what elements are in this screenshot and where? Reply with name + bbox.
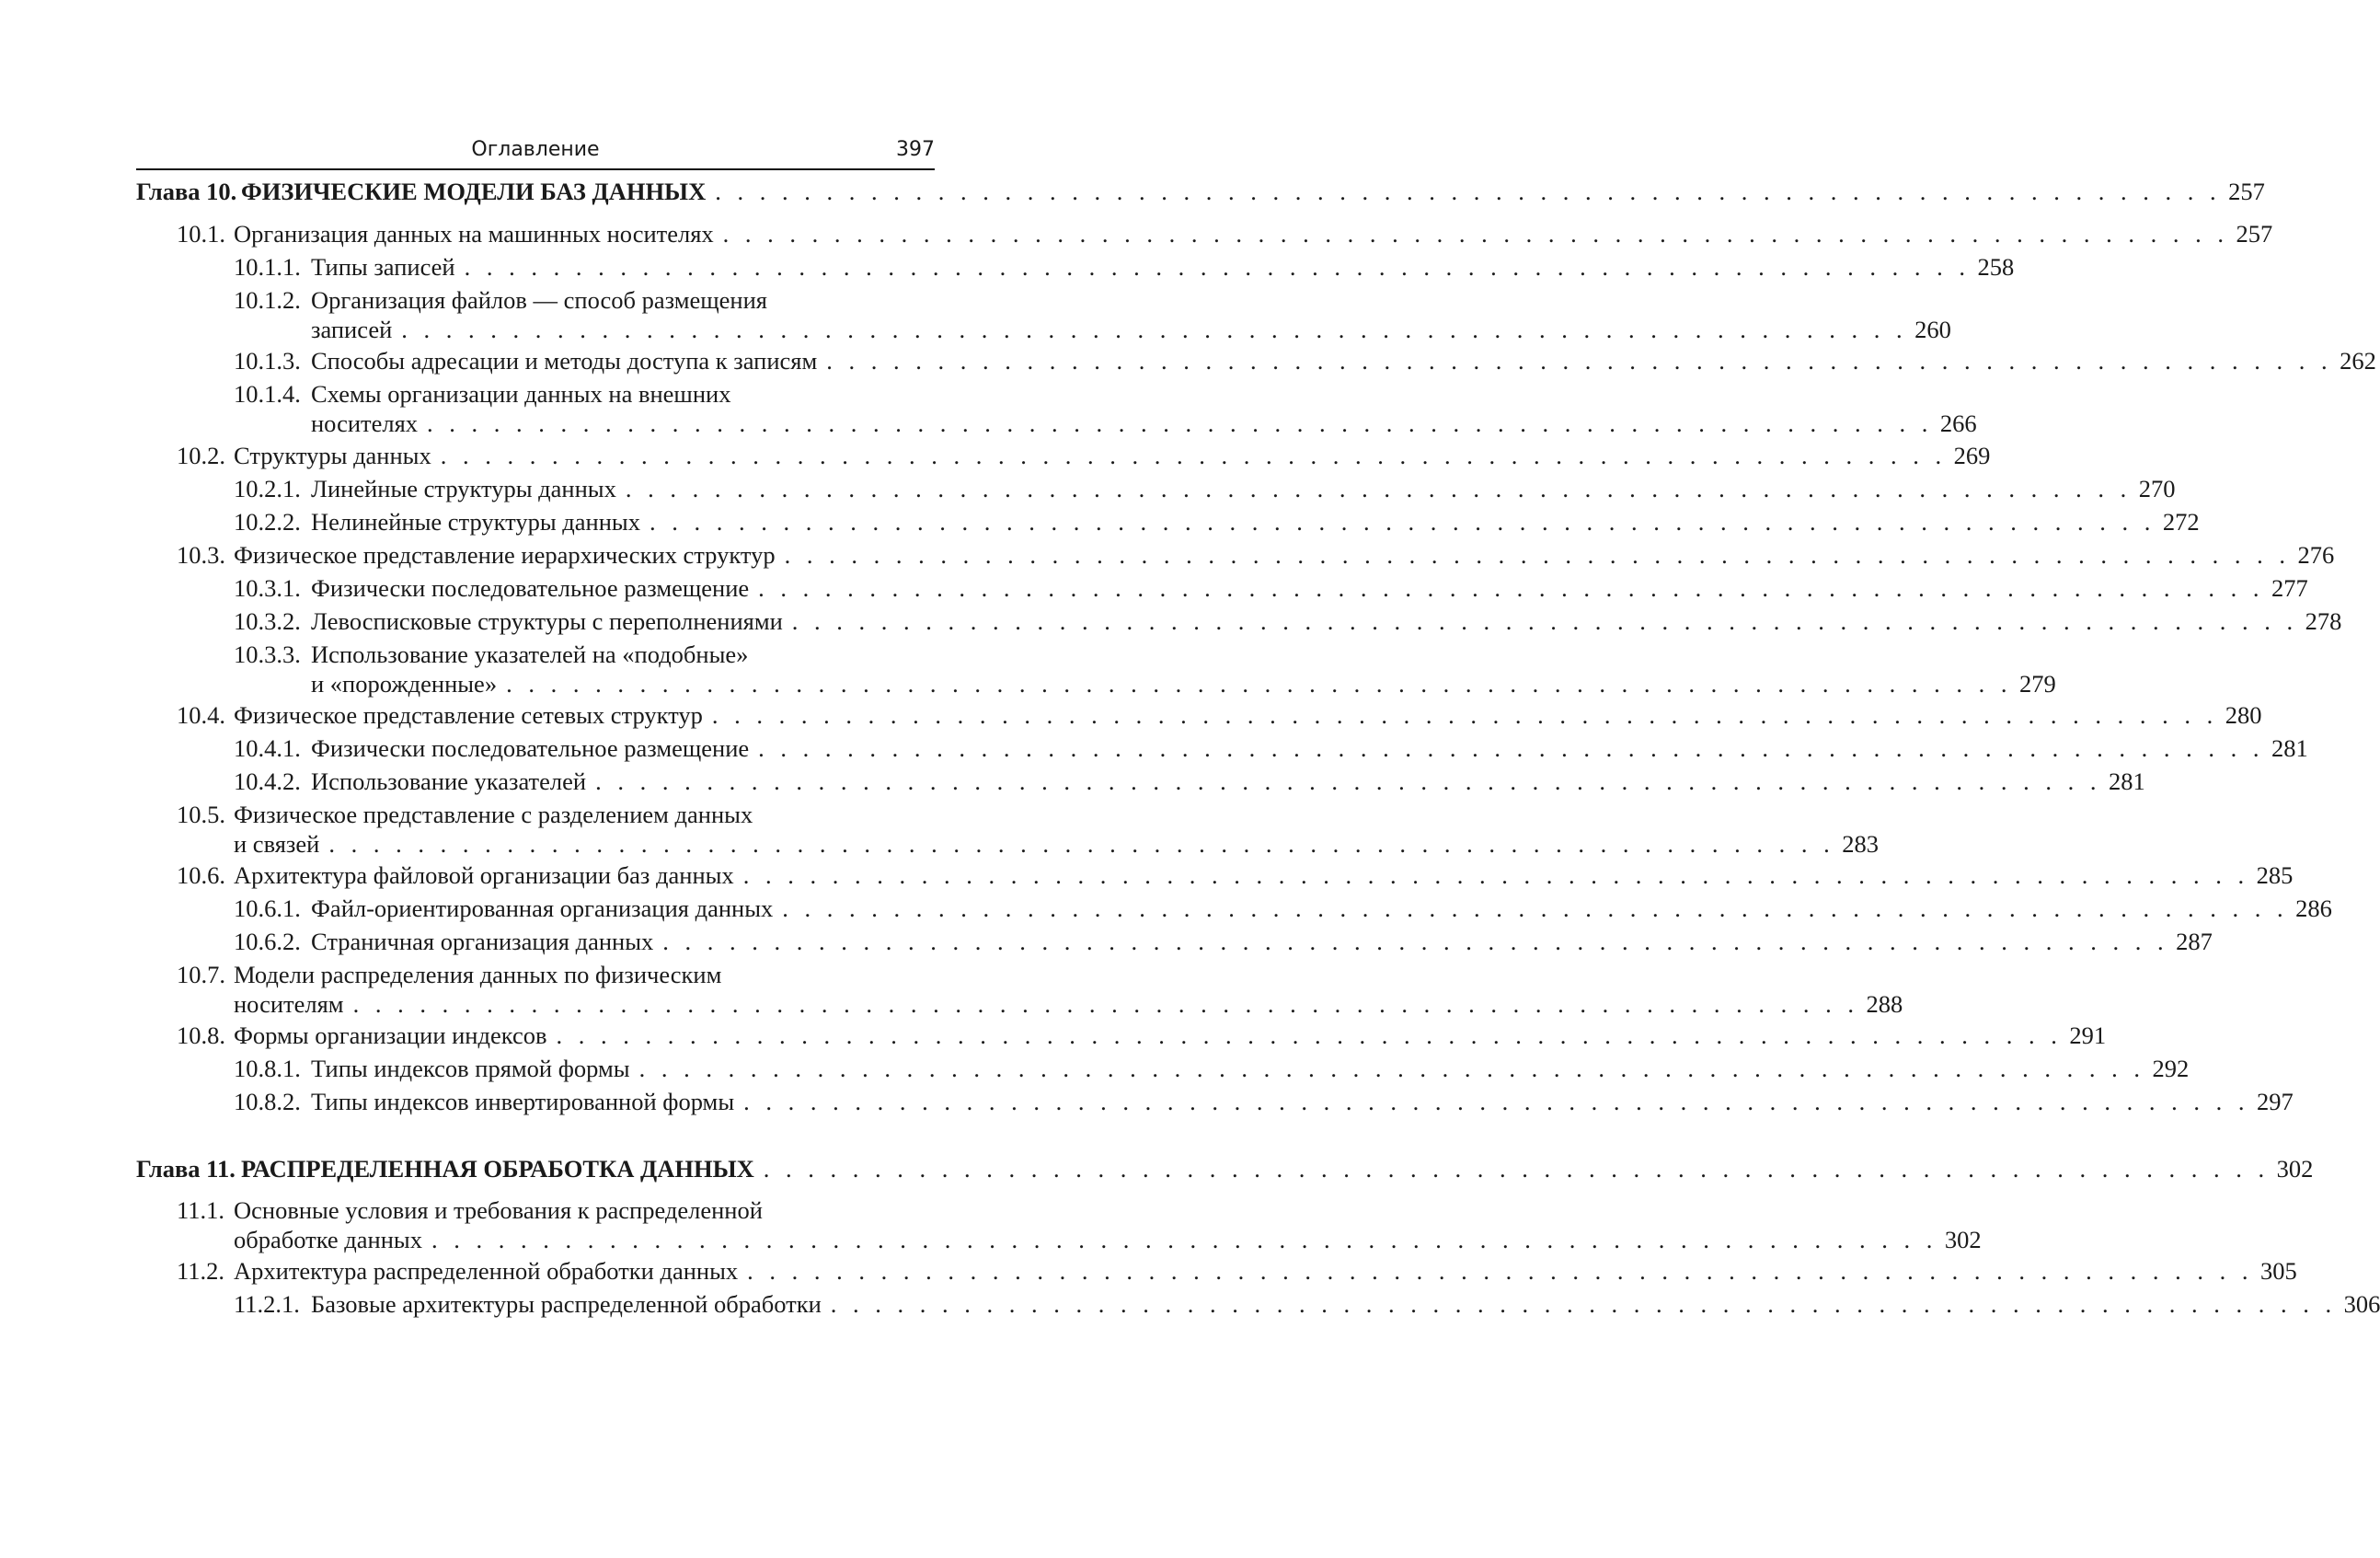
toc-entry-fill — [234, 860, 2294, 890]
toc-entry[interactable] — [136, 219, 2273, 248]
toc-entry-title: записей — [311, 316, 393, 343]
toc-entry-line — [136, 700, 2262, 730]
toc-entry-number: 10.4.2. — [234, 767, 301, 795]
toc-entry-line — [136, 1195, 935, 1225]
toc-entry-title: Физическое представление с разделением данных — [234, 801, 753, 828]
toc-entry-page: 291 — [2069, 1021, 2107, 1049]
toc-entry-page: 279 — [2018, 670, 2056, 698]
toc-entry[interactable] — [136, 1289, 2380, 1319]
toc-entry-fill — [234, 1225, 1982, 1254]
toc-entry-line — [136, 507, 2200, 537]
toc-entry-number: 10.4.1. — [234, 734, 301, 762]
toc-entry-page: 278 — [2305, 607, 2342, 635]
toc-entry-title: носителях — [311, 410, 419, 437]
toc-entry[interactable] — [136, 960, 1903, 1019]
toc-entry[interactable] — [136, 1021, 2107, 1050]
toc-entry-title: Линейные структуры данных — [311, 475, 616, 502]
toc-entry-fill — [241, 1154, 2314, 1183]
toc-entry-fill — [311, 1054, 2190, 1083]
dot-leader: . . . . . . . . . . . . . . . . . . . . . . . . . . . . . . . . . . . . . . . . . . . . . . . . . . . . . . . . . . . . . . . . . . . . — [506, 670, 2012, 698]
toc-entry-fill — [234, 540, 2335, 570]
toc-entry-page: 266 — [1939, 410, 1977, 437]
toc-entry-fill — [234, 441, 1991, 470]
dot-leader: . . . . . . . . . . . . . . . . . . . . . . . . . . . . . . . . . . . . . . . . . . . . . . . . . . . . . . . . . . . . . . . . . . . . — [784, 541, 2291, 569]
toc-entry-title: Нелинейные структуры данных — [311, 508, 640, 536]
toc-entry-fill — [311, 894, 2332, 923]
toc-entry-title: Физически последовательное размещение — [311, 574, 750, 602]
toc-entry-fill — [311, 767, 2145, 796]
toc-entry-number: 10.8.1. — [234, 1055, 301, 1082]
toc-entry[interactable] — [136, 252, 2015, 282]
dot-leader: . . . . . . . . . . . . . . . . . . . . . . . . . . . . . . . . . . . . . . . . . . . . . . . . . . . . . . . . . . . . . . . . . . . . — [625, 475, 2132, 502]
dot-leader: . . . . . . . . . . . . . . . . . . . . . . . . . . . . . . . . . . . . . . . . . . . . . . . . . . . . . . . . . . . . . . . . . . . . — [758, 734, 2265, 762]
toc-entry-line — [136, 927, 2213, 956]
toc-entry-number: 10.1.2. — [234, 286, 301, 314]
toc-entry-page: 270 — [2138, 475, 2176, 502]
toc-entry-line — [136, 379, 935, 409]
toc-entry-line — [136, 346, 2376, 375]
toc-entry-line — [136, 1225, 1982, 1254]
toc-entry-line — [136, 640, 935, 669]
toc-entry[interactable] — [136, 1054, 2190, 1083]
toc-entry-number: 10.2. — [177, 442, 225, 469]
toc-entry-title: РАСПРЕДЕЛЕННАЯ ОБРАБОТКА ДАННЫХ — [241, 1155, 754, 1183]
toc-entry-page: 258 — [1977, 253, 2015, 281]
toc-entry-number: 10.3. — [177, 541, 225, 569]
toc-entry-number: 10.6. — [177, 861, 225, 889]
toc-entry-title: Физически последовательное размещение — [311, 734, 750, 762]
toc-entry[interactable] — [136, 346, 2376, 375]
toc-entry-title: носителям — [234, 990, 344, 1018]
toc-entry-line — [136, 252, 2015, 282]
dot-leader: . . . . . . . . . . . . . . . . . . . . . . . . . . . . . . . . . . . . . . . . . . . . . . . . . . . . . . . . . . . . . . . . . . . . — [431, 1226, 1937, 1253]
toc-entry-fill — [241, 177, 2265, 206]
dot-leader: . . . . . . . . . . . . . . . . . . . . . . . . . . . . . . . . . . . . . . . . . . . . . . . . . . . . . . . . . . . . . . . . . . . . — [352, 990, 1859, 1018]
toc-entry-page: 281 — [2271, 734, 2308, 762]
toc-entry-title: Схемы организации данных на внешних — [311, 380, 731, 408]
toc-entry[interactable] — [136, 441, 1991, 470]
toc-entry-fill — [311, 507, 2200, 537]
toc-entry-title: Файл-ориентированная организация данных — [311, 894, 774, 922]
toc-entry-line — [136, 894, 2332, 923]
toc-entry-page: 283 — [1842, 830, 1879, 858]
running-header — [136, 136, 935, 167]
toc-entry[interactable] — [136, 767, 2145, 796]
toc-entry[interactable] — [136, 573, 2308, 603]
toc-entry-line — [136, 177, 2265, 206]
toc-entry-fill — [311, 606, 2342, 636]
dot-leader: . . . . . . . . . . . . . . . . . . . . . . . . . . . . . . . . . . . . . . . . . . . . . . . . . . . . . . . . . . . . . . . . . . . . — [662, 928, 2169, 955]
toc-entry-fill — [234, 829, 1879, 859]
toc-entry-line — [136, 1289, 2380, 1319]
toc-entry-number: 10.8. — [177, 1021, 225, 1049]
toc-entry[interactable] — [136, 379, 1977, 438]
toc-entry-page: 276 — [2297, 541, 2335, 569]
toc-entry-line — [136, 285, 935, 315]
toc-entry-title: Использование указателей на «подобные» — [311, 641, 749, 668]
toc-entry-fill — [311, 733, 2308, 763]
toc-entry[interactable] — [136, 606, 2342, 636]
toc-entry-number: 10.1.3. — [234, 347, 301, 375]
toc-entry-fill — [311, 252, 2015, 282]
dot-leader: . . . . . . . . . . . . . . . . . . . . . . . . . . . . . . . . . . . . . . . . . . . . . . . . . . . . . . . . . . . . . . . . . . . . — [328, 830, 1835, 858]
toc-entry-number: 11.1. — [177, 1196, 225, 1224]
toc-entry-line — [136, 606, 2342, 636]
toc-entry[interactable] — [136, 640, 2056, 698]
toc-entry-number: 10.1.4. — [234, 380, 301, 408]
toc-entry-number: 10.3.2. — [234, 607, 301, 635]
toc-entry-line — [136, 540, 2335, 570]
toc-entry-fill — [311, 1289, 2380, 1319]
toc-entry-title: Организация файлов — способ размещения — [311, 286, 767, 314]
toc-entry-line — [136, 829, 1879, 859]
dot-leader: . . . . . . . . . . . . . . . . . . . . . . . . . . . . . . . . . . . . . . . . . . . . . . . . . . . . . . . . . . . . . . . . . . . . — [427, 410, 1933, 437]
toc-entry-page: 285 — [2256, 861, 2294, 889]
toc-entry[interactable] — [136, 894, 2332, 923]
toc-entry[interactable] — [136, 285, 1951, 344]
toc-entry-number: 11.2. — [177, 1257, 225, 1285]
toc-entry-title: Физическое представление сетевых структур — [234, 701, 703, 729]
toc-entry-fill — [311, 474, 2176, 503]
dot-leader: . . . . . . . . . . . . . . . . . . . . . . . . . . . . . . . . . . . . . . . . . . . . . . . . . . . . . . . . . . . . . . . . . . . . — [440, 442, 1947, 469]
toc-entry-title: Базовые архитектуры распределенной обработки — [311, 1290, 822, 1318]
toc-entry-page: 260 — [1914, 316, 1951, 343]
toc-entry-line — [136, 219, 2273, 248]
toc-entry-page: 286 — [2295, 894, 2332, 922]
toc-entry-title: Использование указателей — [311, 767, 587, 795]
toc-entry-number: 10.1. — [177, 220, 225, 248]
toc-entry-page: 277 — [2271, 574, 2308, 602]
toc-entry-page: 281 — [2108, 767, 2145, 795]
toc-entry-line — [136, 1256, 2297, 1286]
toc-entry-page: 306 — [2343, 1290, 2380, 1318]
toc-entry-number: 10.3.3. — [234, 641, 301, 668]
toc-entry[interactable] — [136, 474, 2176, 503]
toc-entry-page: 287 — [2176, 928, 2213, 955]
toc-entry-title: Организация данных на машинных носителях — [234, 220, 714, 248]
toc-entry-title: Страничная организация данных — [311, 928, 654, 955]
toc-entry-title: Типы индексов инвертированной формы — [311, 1088, 735, 1115]
toc-entry-title: обработке данных — [234, 1226, 422, 1253]
toc-entry-line — [136, 474, 2176, 503]
toc-entry-number: 10.2.2. — [234, 508, 301, 536]
toc-entry-title: и связей — [234, 830, 320, 858]
toc-entry-line — [136, 1054, 2190, 1083]
dot-leader: . . . . . . . . . . . . . . . . . . . . . . . . . . . . . . . . . . . . . . . . . . . . . . . . . . . . . . . . . . . . . . . . . . . . — [743, 1088, 2250, 1115]
dot-leader: . . . . . . . . . . . . . . . . . . . . . . . . . . . . . . . . . . . . . . . . . . . . . . . . . . . . . . . . . . . . . . . . . . . . — [763, 1155, 2270, 1183]
toc-entry-number: Глава 11. — [136, 1155, 236, 1183]
toc-entry-number: 10.6.2. — [234, 928, 301, 955]
toc-entry-page: 280 — [2225, 701, 2262, 729]
toc-entry-number: 11.2.1. — [234, 1290, 300, 1318]
running-header-page-number: 397 — [896, 138, 935, 161]
toc-entry-title: Физическое представление иерархических структур — [234, 541, 776, 569]
dot-leader: . . . . . . . . . . . . . . . . . . . . . . . . . . . . . . . . . . . . . . . . . . . . . . . . . . . . . . . . . . . . . . . . . . . . — [791, 607, 2298, 635]
dot-leader: . . . . . . . . . . . . . . . . . . . . . . . . . . . . . . . . . . . . . . . . . . . . . . . . . . . . . . . . . . . . . . . . . . . . — [595, 767, 2101, 795]
toc-entry-line — [136, 989, 1903, 1019]
toc-entry-line — [136, 1154, 2314, 1183]
toc-entry[interactable] — [136, 700, 2262, 730]
toc-entry-number: 10.3.1. — [234, 574, 301, 602]
toc-entry-page: 272 — [2162, 508, 2200, 536]
toc-entry-page: 302 — [2276, 1155, 2314, 1183]
toc-entry-title: Структуры данных — [234, 442, 431, 469]
toc-entry-page: 297 — [2257, 1088, 2294, 1115]
dot-leader: . . . . . . . . . . . . . . . . . . . . . . . . . . . . . . . . . . . . . . . . . . . . . . . . . . . . . . . . . . . . . . . . . . . . — [830, 1290, 2337, 1318]
toc-entry-number: 10.5. — [177, 801, 225, 828]
dot-leader: . . . . . . . . . . . . . . . . . . . . . . . . . . . . . . . . . . . . . . . . . . . . . . . . . . . . . . . . . . . . . . . . . . . . — [747, 1257, 2254, 1285]
toc-entry-line — [136, 669, 2056, 698]
dot-leader: . . . . . . . . . . . . . . . . . . . . . . . . . . . . . . . . . . . . . . . . . . . . . . . . . . . . . . . . . . . . . . . . . . . . — [464, 253, 1971, 281]
toc-entry-line — [136, 1087, 2294, 1116]
toc-entry-page: 288 — [1866, 990, 1903, 1018]
toc-entry-title: Способы адресации и методы доступа к записям — [311, 347, 818, 375]
dot-leader: . . . . . . . . . . . . . . . . . . . . . . . . . . . . . . . . . . . . . . . . . . . . . . . . . . . . . . . . . . . . . . . . . . . . — [742, 861, 2249, 889]
toc-entry-page: 257 — [2228, 178, 2265, 205]
toc-entry[interactable] — [136, 1256, 2297, 1286]
toc-entry-page: 257 — [2236, 220, 2273, 248]
toc-chapter-entry[interactable] — [136, 1154, 2314, 1183]
toc-entry-title: ФИЗИЧЕСКИЕ МОДЕЛИ БАЗ ДАННЫХ — [241, 178, 707, 205]
dot-leader: . . . . . . . . . . . . . . . . . . . . . . . . . . . . . . . . . . . . . . . . . . . . . . . . . . . . . . . . . . . . . . . . . . . . — [556, 1021, 2063, 1049]
dot-leader: . . . . . . . . . . . . . . . . . . . . . . . . . . . . . . . . . . . . . . . . . . . . . . . . . . . . . . . . . . . . . . . . . . . . — [638, 1055, 2145, 1082]
toc-entry-line — [136, 441, 1991, 470]
toc-entry-title: Левосписковые структуры с переполнениями — [311, 607, 783, 635]
toc-entry-line — [136, 733, 2308, 763]
toc-entry[interactable] — [136, 733, 2308, 763]
dot-leader: . . . . . . . . . . . . . . . . . . . . . . . . . . . . . . . . . . . . . . . . . . . . . . . . . . . . . . . . . . . . . . . . . . . . — [722, 220, 2229, 248]
dot-leader: . . . . . . . . . . . . . . . . . . . . . . . . . . . . . . . . . . . . . . . . . . . . . . . . . . . . . . . . . . . . . . . . . . . . — [401, 316, 1908, 343]
dot-leader: . . . . . . . . . . . . . . . . . . . . . . . . . . . . . . . . . . . . . . . . . . . . . . . . . . . . . . . . . . . . . . . . . . . . — [649, 508, 2156, 536]
toc-entry-number: Глава 10. — [136, 178, 237, 205]
toc-entry[interactable] — [136, 1195, 1982, 1254]
toc-entry-line — [136, 315, 1951, 344]
toc-entry-number: 10.7. — [177, 961, 225, 988]
toc-entry-title: Основные условия и требования к распределенной — [234, 1196, 763, 1224]
toc-entry[interactable] — [136, 507, 2200, 537]
toc-entry-number: 10.1.1. — [234, 253, 301, 281]
dot-leader: . . . . . . . . . . . . . . . . . . . . . . . . . . . . . . . . . . . . . . . . . . . . . . . . . . . . . . . . . . . . . . . . . . . . — [782, 894, 2289, 922]
dot-leader: . . . . . . . . . . . . . . . . . . . . . . . . . . . . . . . . . . . . . . . . . . . . . . . . . . . . . . . . . . . . . . . . . . . . — [826, 347, 2333, 375]
toc-entry-title: Архитектура распределенной обработки данных — [234, 1257, 739, 1285]
toc-entry-fill — [311, 346, 2376, 375]
toc-entry-fill — [311, 927, 2213, 956]
toc-entry-line — [136, 1021, 2107, 1050]
dot-leader: . . . . . . . . . . . . . . . . . . . . . . . . . . . . . . . . . . . . . . . . . . . . . . . . . . . . . . . . . . . . . . . . . . . . — [711, 701, 2218, 729]
toc-entry-title: и «порожденные» — [311, 670, 498, 698]
toc-entry-fill — [234, 1256, 2297, 1286]
toc-entry-page: 262 — [2340, 347, 2376, 375]
toc-entry-fill — [311, 1087, 2294, 1116]
toc-entry-fill — [234, 700, 2262, 730]
toc-entry-fill — [311, 669, 2056, 698]
toc-entry-fill — [234, 989, 1903, 1019]
toc-entry-page: 292 — [2152, 1055, 2190, 1082]
toc-entry-number: 10.2.1. — [234, 475, 301, 502]
toc-entry-page: 302 — [1944, 1226, 1982, 1253]
toc-chapter-entry[interactable] — [136, 177, 2265, 206]
toc-entry-line — [136, 960, 935, 989]
dot-leader: . . . . . . . . . . . . . . . . . . . . . . . . . . . . . . . . . . . . . . . . . . . . . . . . . . . . . . . . . . . . . . . . . . . . — [758, 574, 2265, 602]
toc-entry-title: Типы записей — [311, 253, 455, 281]
toc-entry-fill — [234, 219, 2273, 248]
toc-entry-title: Архитектура файловой организации баз данных — [234, 861, 734, 889]
toc-entry-line — [136, 800, 935, 829]
toc-entry-line — [136, 767, 2145, 796]
header-rule — [136, 168, 935, 170]
toc-entry-line — [136, 573, 2308, 603]
dot-leader: . . . . . . . . . . . . . . . . . . . . . . . . . . . . . . . . . . . . . . . . . . . . . . . . . . . . . . . . . . . . . . . . . . . . — [715, 178, 2222, 205]
toc-entry[interactable] — [136, 927, 2213, 956]
toc-entry[interactable] — [136, 800, 1879, 859]
running-header-title: Оглавление — [471, 138, 600, 161]
toc-entry-title: Модели распределения данных по физическим — [234, 961, 722, 988]
toc-entry-line — [136, 860, 2294, 890]
toc-entry-fill — [311, 573, 2308, 603]
toc-entry-number: 10.6.1. — [234, 894, 301, 922]
toc-entry-line — [136, 409, 1977, 438]
toc-entry[interactable] — [136, 540, 2335, 570]
toc-entry-fill — [311, 315, 1951, 344]
toc-entry-page: 305 — [2260, 1257, 2297, 1285]
toc-entry-title: Формы организации индексов — [234, 1021, 547, 1049]
toc-entry-title: Типы индексов прямой формы — [311, 1055, 630, 1082]
toc-entry-fill — [234, 1021, 2107, 1050]
toc-entry-number: 10.4. — [177, 701, 225, 729]
toc-entry-number: 10.8.2. — [234, 1088, 301, 1115]
toc-entry-fill — [311, 409, 1977, 438]
toc-entry-page: 269 — [1953, 442, 1991, 469]
toc-entry[interactable] — [136, 1087, 2294, 1116]
toc-entry[interactable] — [136, 860, 2294, 890]
